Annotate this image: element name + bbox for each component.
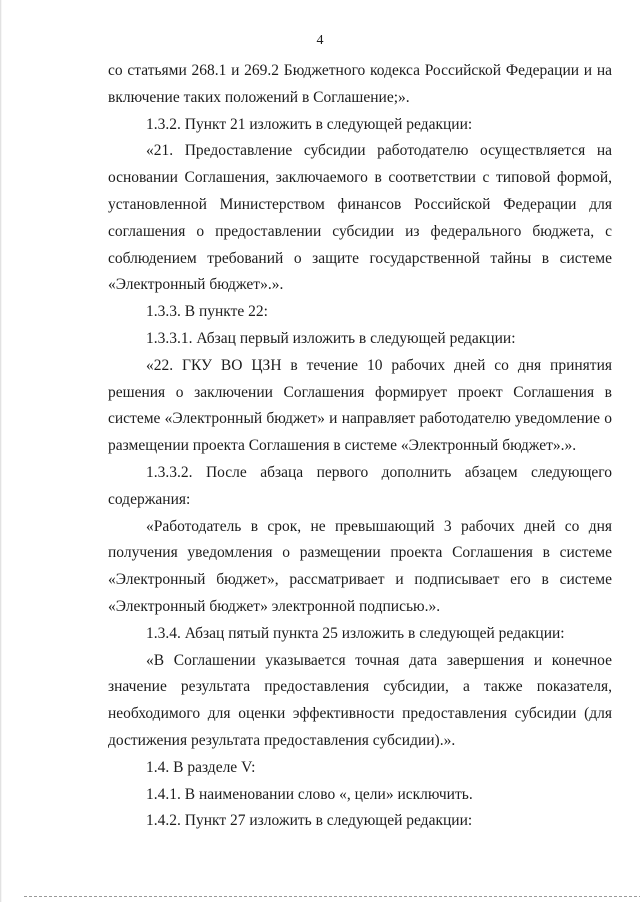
scan-bottom-edge (24, 896, 640, 897)
paragraph-agreement-result: «В Соглашении указывается точная дата завершения и конечное значение результата предоставления субсидии, а также показателя, необходимого для оценки эффективности предоставления субсидии (для достижения результата предоставления субсидии).». (108, 651, 612, 749)
page-number: 4 (316, 33, 324, 48)
paragraph-1-3-3: 1.3.3. В пункте 22: (146, 303, 268, 321)
paragraph-1-4-2: 1.4.2. Пункт 27 изложить в следующей редакции: (146, 812, 473, 830)
paragraph-1-3-4: 1.3.4. Абзац пятый пункта 25 изложить в следующей редакции: (146, 624, 565, 642)
paragraph-1-3-3-1: 1.3.3.1. Абзац первый изложить в следующей редакции: (146, 329, 516, 347)
paragraph-1-4: 1.4. В разделе V: (146, 758, 256, 776)
paragraph-1-3-2: 1.3.2. Пункт 21 изложить в следующей редакции: (146, 115, 473, 133)
scan-edge-shadow (0, 0, 2, 902)
paragraph-1-4-1: 1.4.1. В наименовании слово «, цели» исключить. (146, 785, 473, 803)
paragraph-point-21: «21. Предоставление субсидии работодателю осуществляется на основании Соглашения, заключаемого в соответствии с типовой формой, установленной Министерством финансов Российской Федерации для соглашения о предоставлении субсидии из федерального бюджета, с соблюдением требований о защите государственной тайны в системе «Электронный бюджет».». (108, 142, 612, 294)
paragraph-employer-term: «Работодатель в срок, не превышающий 3 рабочих дней со дня получения уведомления о размещении проекта Соглашения в системе «Электронный бюджет», рассматривает и подписывает его в системе «Электронный бюджет» электронной подписью.». (108, 517, 612, 615)
paragraph-continuation: со статьями 268.1 и 269.2 Бюджетного кодекса Российской Федерации и на включение таких положений в Соглашение;». (108, 62, 612, 106)
paragraph-1-3-3-2: 1.3.3.2. После абзаца первого дополнить абзацем следующего содержания: (108, 463, 612, 508)
paragraph-point-22: «22. ГКУ ВО ЦЗН в течение 10 рабочих дней со дня принятия решения о заключении Соглашения формирует проект Соглашения в системе «Электронный бюджет» и направляет работодателю уведомление о размещении проекта Соглашения в системе «Электронный бюджет».». (108, 356, 612, 455)
document-body (108, 58, 612, 835)
